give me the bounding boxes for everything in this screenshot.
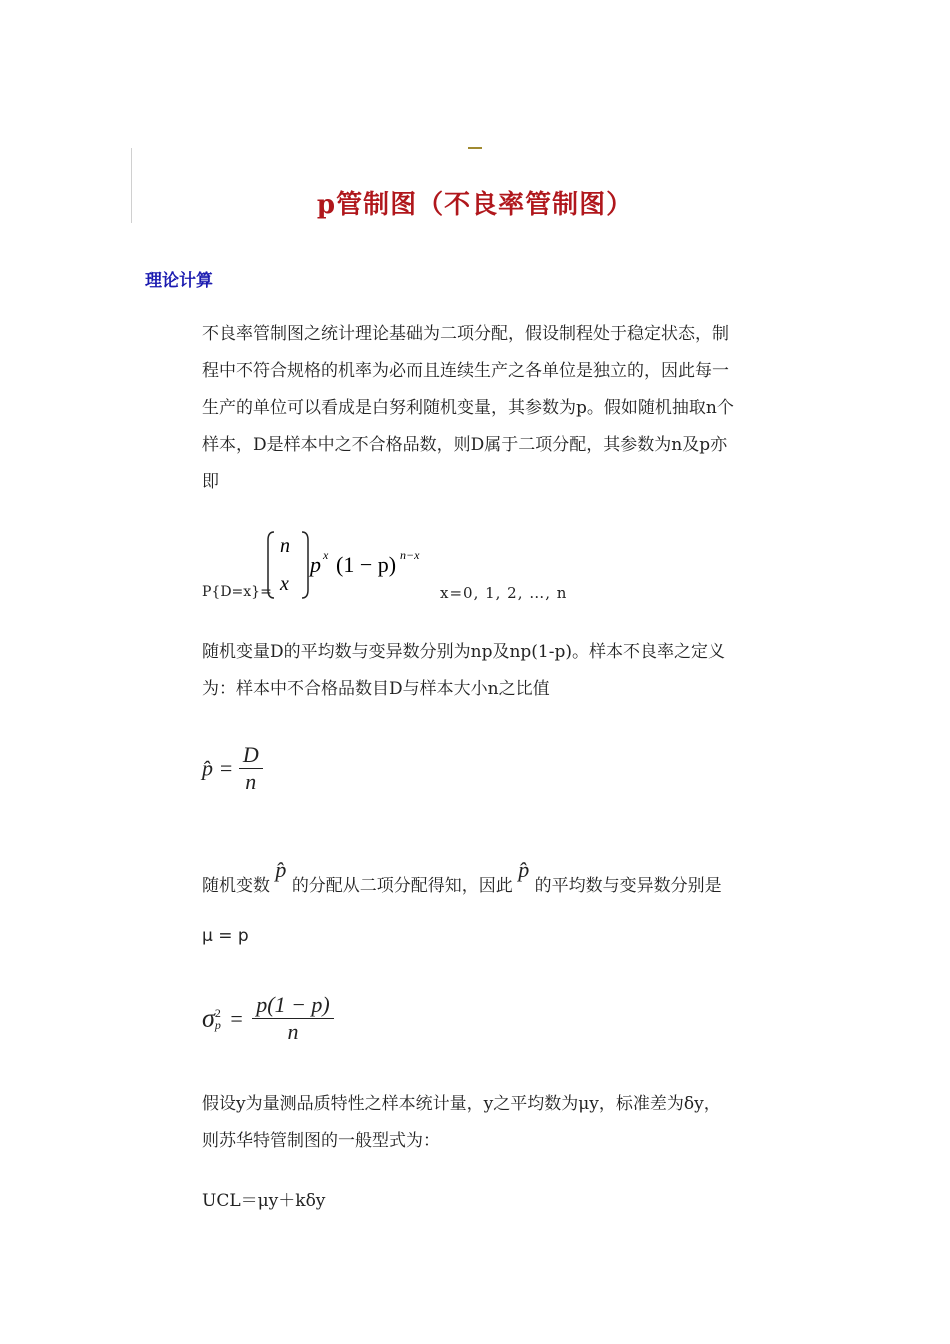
text-line: 则苏华特管制图的一般型式为： (202, 1131, 440, 1151)
header-dash-decoration (468, 147, 482, 149)
text-line: 样本，D是样本中之不合格品数，则D属于二项分配，其参数为n及p亦 (202, 435, 728, 455)
formula-p: p (310, 552, 321, 577)
paragraph-binomial-intro (202, 316, 802, 501)
text-line: 随机变量D的平均数与变异数分别为np及np(1-p)。样本不良率之定义 (202, 642, 725, 662)
text-fragment: 的平均数与变异数分别是 (534, 876, 722, 896)
text-line: 假设y为量测品质特性之样本统计量，y之平均数为μy，标准差为δy， (202, 1094, 721, 1114)
ucl-formula: UCL＝μy＋kδy (202, 1191, 326, 1211)
sigma-denominator: n (287, 1019, 299, 1044)
binom-n: n (280, 535, 290, 557)
text-fragment: 随机变数 (202, 876, 270, 896)
phat-formula (202, 742, 263, 795)
formula-one-minus-p: (1 − p) (336, 552, 397, 577)
formula-exp-x: x (323, 548, 329, 562)
phat-lhs: p̂ = (202, 755, 234, 781)
text-fragment: 的分配从二项分配得知，因此 (291, 876, 513, 896)
mu-equals-p: μ = p (202, 926, 249, 946)
text-line: 即 (202, 472, 219, 492)
phat-symbol: p̂ (518, 857, 530, 882)
page-title: p管制图（不良率管制图） (316, 190, 634, 220)
text-line: 不良率管制图之统计理论基础为二项分配，假设制程处于稳定状态，制 (202, 324, 729, 344)
text-line: 程中不符合规格的机率为必而且连续生产之各单位是独立的，因此每一 (202, 361, 729, 381)
phat-denominator: n (245, 769, 257, 794)
formula-range: x=0, 1, 2, …, n (440, 584, 568, 602)
sigma-superscript: 2 (214, 1005, 221, 1020)
text-line: 生产的单位可以看成是白努利随机变量，其参数为p。假如随机抽取n个 (202, 398, 734, 418)
sigma-formula (202, 992, 334, 1045)
formula-label: P{D=x}= (202, 584, 272, 600)
sigma-fraction (252, 992, 334, 1045)
phat-numerator: D (239, 742, 263, 769)
paragraph-phat-distribution (202, 840, 722, 916)
text-line: 为：样本中不合格品数目D与样本大小n之比值 (202, 679, 550, 699)
formula-exp-nx: n−x (400, 548, 420, 562)
binomial-formula (266, 528, 446, 604)
sigma-numerator: p(1 − p) (252, 992, 334, 1019)
sigma-subscript: p (214, 1017, 221, 1032)
phat-symbol: p̂ (275, 857, 287, 882)
paragraph-shewhart-general (202, 1086, 802, 1160)
sigma-scripts (215, 1007, 221, 1031)
sigma-equals: = (230, 1005, 243, 1031)
binom-x: x (280, 573, 289, 595)
paragraph-mean-variance (202, 634, 802, 708)
phat-fraction (239, 742, 263, 795)
section-heading: 理论计算 (145, 271, 213, 291)
sigma-symbol: σ (202, 1003, 215, 1033)
